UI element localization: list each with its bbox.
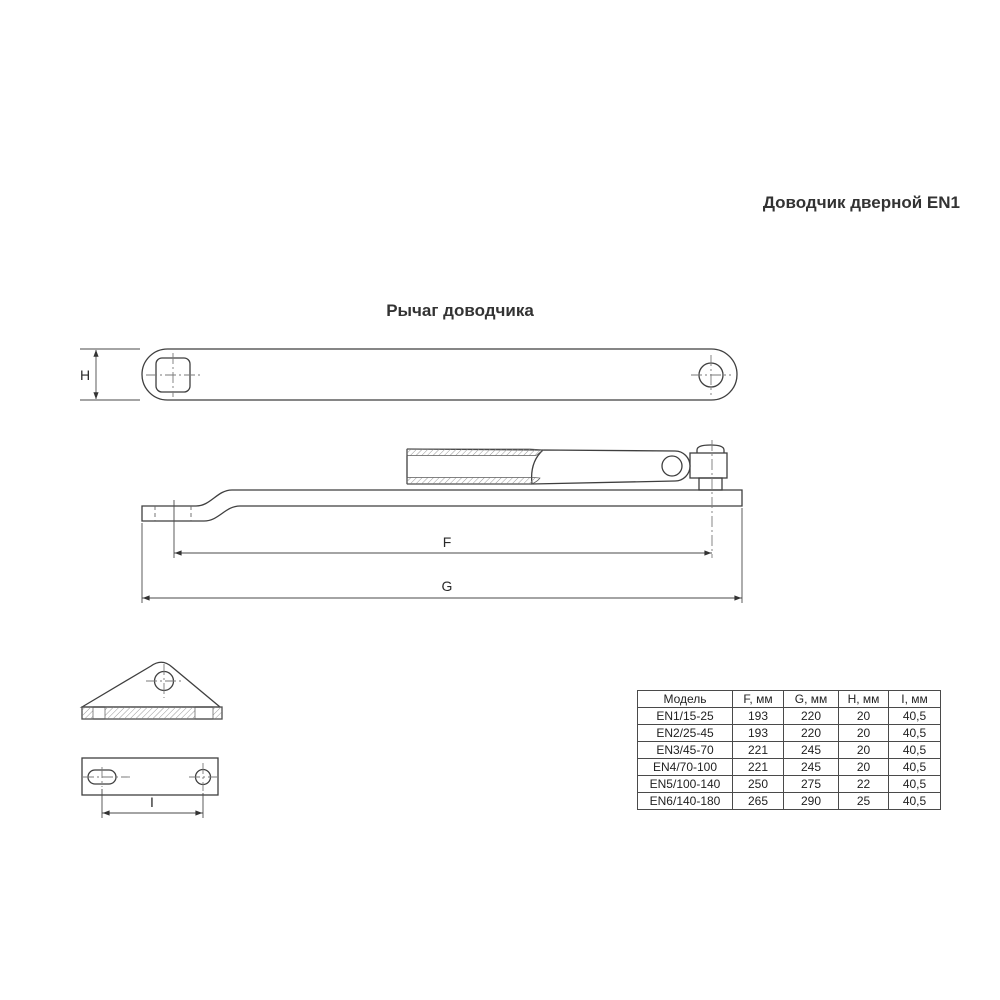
bracket-side-view bbox=[82, 662, 222, 719]
rod-hatch-bottom bbox=[407, 478, 540, 485]
table-header-cell: I, мм bbox=[889, 691, 941, 708]
dimension-label-H: H bbox=[79, 367, 91, 383]
table-cell: 245 bbox=[784, 759, 839, 776]
table-header-cell: Модель bbox=[638, 691, 733, 708]
lever-arm-top-view bbox=[80, 349, 737, 400]
table-header-cell: H, мм bbox=[839, 691, 889, 708]
table-header-cell: G, мм bbox=[784, 691, 839, 708]
table-cell: EN2/25-45 bbox=[638, 725, 733, 742]
table-header bbox=[638, 691, 941, 708]
table-cell: 22 bbox=[839, 776, 889, 793]
mounting-plate-view bbox=[82, 758, 218, 818]
table-cell: 220 bbox=[784, 725, 839, 742]
table-cell: 40,5 bbox=[889, 725, 941, 742]
page-title: Доводчик дверной EN1 bbox=[762, 193, 960, 212]
table-cell: 220 bbox=[784, 708, 839, 725]
table-cell: EN1/15-25 bbox=[638, 708, 733, 725]
arrowhead bbox=[704, 550, 711, 555]
pivot-hole bbox=[662, 456, 682, 476]
spindle bbox=[699, 478, 722, 490]
base-hatch bbox=[82, 707, 93, 719]
arm-outline bbox=[142, 349, 737, 400]
table-row bbox=[638, 759, 941, 776]
table-cell: 265 bbox=[733, 793, 784, 810]
table-row bbox=[638, 725, 941, 742]
rod-hatch-top bbox=[407, 449, 543, 456]
table-cell: 20 bbox=[839, 708, 889, 725]
arrowhead bbox=[93, 392, 98, 399]
arrowhead bbox=[175, 550, 182, 555]
table-cell: 40,5 bbox=[889, 759, 941, 776]
main-arm-bar bbox=[142, 490, 742, 521]
clevis-block bbox=[690, 453, 727, 478]
arrowhead bbox=[143, 595, 150, 600]
table-body bbox=[638, 708, 941, 810]
table-header-cell: F, мм bbox=[733, 691, 784, 708]
table-cell: EN3/45-70 bbox=[638, 742, 733, 759]
table-cell: 40,5 bbox=[889, 776, 941, 793]
table-cell: 193 bbox=[733, 725, 784, 742]
table-header-row bbox=[638, 691, 941, 708]
bracket-outline bbox=[82, 662, 220, 707]
dimension-label-G: G bbox=[441, 578, 453, 594]
base-hatch bbox=[213, 707, 222, 719]
table-cell: 40,5 bbox=[889, 708, 941, 725]
table-cell: EN5/100-140 bbox=[638, 776, 733, 793]
table-cell: EN6/140-180 bbox=[638, 793, 733, 810]
pivot-cap bbox=[697, 445, 724, 453]
table-cell: 20 bbox=[839, 759, 889, 776]
table-row bbox=[638, 742, 941, 759]
table-cell: 25 bbox=[839, 793, 889, 810]
table-cell: 193 bbox=[733, 708, 784, 725]
table-cell: EN4/70-100 bbox=[638, 759, 733, 776]
arrowhead bbox=[195, 810, 202, 815]
table-cell: 40,5 bbox=[889, 793, 941, 810]
table-row bbox=[638, 708, 941, 725]
arrowhead bbox=[93, 350, 98, 357]
table-cell: 221 bbox=[733, 742, 784, 759]
arrowhead bbox=[734, 595, 741, 600]
dimensions-table bbox=[637, 690, 941, 810]
table-row bbox=[638, 793, 941, 810]
drawing-title: Рычаг доводчика bbox=[386, 301, 534, 320]
dimension-label-I: I bbox=[150, 794, 154, 810]
table-cell: 20 bbox=[839, 725, 889, 742]
table-cell: 221 bbox=[733, 759, 784, 776]
table-cell: 245 bbox=[784, 742, 839, 759]
table-row bbox=[638, 776, 941, 793]
table-cell: 275 bbox=[784, 776, 839, 793]
table-cell: 250 bbox=[733, 776, 784, 793]
dimension-label-F: F bbox=[442, 534, 452, 550]
table-cell: 20 bbox=[839, 742, 889, 759]
base-hatch bbox=[105, 707, 195, 719]
lever-arm-side-view bbox=[142, 440, 742, 603]
arrowhead bbox=[103, 810, 110, 815]
table-cell: 40,5 bbox=[889, 742, 941, 759]
table-cell: 290 bbox=[784, 793, 839, 810]
